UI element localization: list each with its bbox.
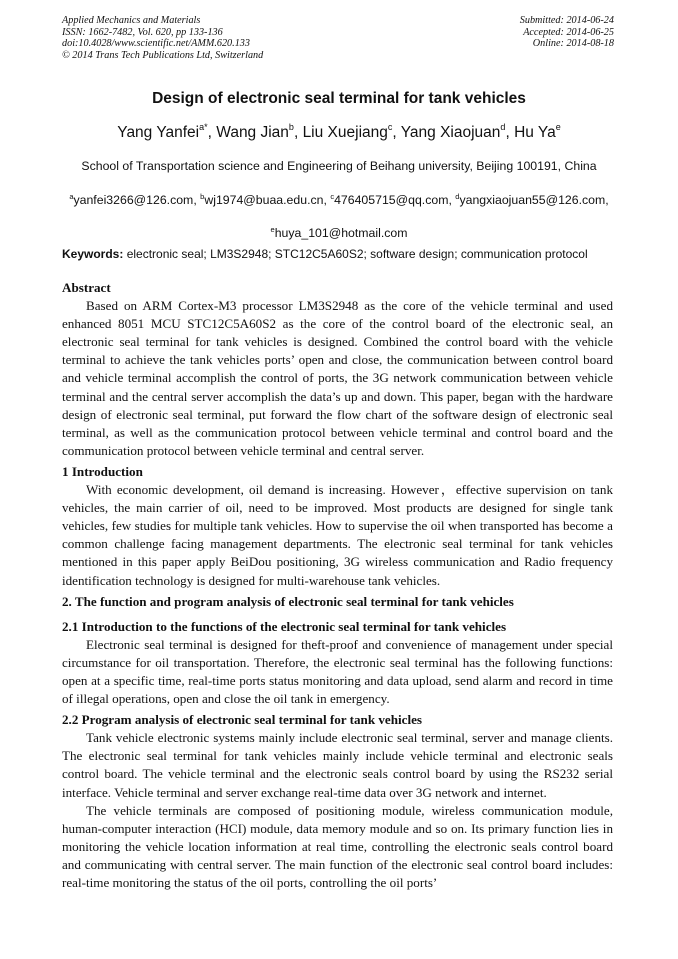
keywords-label: Keywords: bbox=[62, 247, 124, 261]
email-address: huya_101@hotmail.com bbox=[274, 226, 408, 241]
section-heading: 1 Introduction bbox=[62, 463, 143, 479]
author-name: Hu Ya bbox=[514, 124, 556, 142]
subsection-heading: 2.1 Introduction to the functions of the electronic seal terminal for tank vehicles bbox=[62, 618, 507, 634]
author-name: Yang Xiaojuan bbox=[400, 124, 501, 142]
paper-title: Design of electronic seal terminal for tank vehicles bbox=[152, 90, 526, 107]
section-paragraph: The vehicle terminals are composed of positioning module, wireless communication module, human-computer interaction (HCI) module, data memory module and so on. Its primary function lies in monitoring the vehicle location information at real time, controlling the electronic seals control board and communicating with central server. The main function of the electronic seal control board includes: real-time monitoring the status of the oil ports, controlling the oil ports’ bbox=[62, 802, 613, 890]
email-sup: d bbox=[455, 192, 460, 201]
email-sup: a bbox=[69, 192, 74, 201]
abstract-heading: Abstract bbox=[62, 280, 111, 295]
email-address: yangxiaojuan55@126.com bbox=[459, 193, 606, 208]
abstract-text: Based on ARM Cortex-M3 processor LM3S2948 as the core of the vehicle terminal and used enhanced 8051 MCU STC12C5A60S2 as the core of the control board of the electronic seal, an electronic seal terminal for tank vehicles is designed. Combined the control board with the vehicle terminal to achieve the tank vehicles ports’ open and close, the communication between control board and vehicle terminal accomplish the control of ports, the 3G network communication between vehicle terminal and the central server accomplish the data’s up and down. This paper, began with the hardware design of electronic seal terminal, put forward the flow chart of the software design of electronic seal terminal, as well as the communication protocol between vehicle terminal and control board and the communication protocol between vehicle terminal and central server. bbox=[62, 298, 613, 458]
author-name: Yang Yanfei bbox=[117, 124, 200, 142]
journal-doi: doi:10.4028/www.scientific.net/AMM.620.133 bbox=[62, 38, 250, 50]
section-paragraph: Tank vehicle electronic systems mainly include electronic seal terminal, server and manage clients. The electronic seal terminal for tank vehicles mainly include vehicle terminal and electronic seals control board. The vehicle terminal and the electronic seals control board by using the RS232 serial interface. Vehicle terminal and server exchange real-time data over 3G network and internet. bbox=[62, 730, 613, 800]
subsection-heading: 2.2 Program analysis of electronic seal terminal for tank vehicles bbox=[62, 712, 423, 728]
journal-header bbox=[62, 15, 263, 61]
author-sup: b bbox=[288, 122, 294, 132]
email-address: 476405715@qq.com bbox=[334, 193, 449, 208]
journal-issn: ISSN: 1662-7482, Vol. 620, pp 133-136 bbox=[62, 26, 223, 38]
dates-header bbox=[520, 15, 614, 50]
journal-name: Applied Mechanics and Materials bbox=[62, 15, 201, 26]
email-sup: c bbox=[330, 192, 335, 201]
submitted-date: Submitted: 2014-06-24 bbox=[519, 15, 614, 26]
email-address: yanfei3266@126.com bbox=[73, 193, 194, 208]
author-list: Yang Yanfei$^{a*}$, Wang Jian$^b$, Liu Xuejiang$^c$, Yang Xiaojuan$^d$, Hu Ya$^e$ bbox=[117, 122, 561, 142]
section-paragraph: With economic development, oil demand is increasing. However，effective supervision on tank vehicles, the main carrier of oil, need to be improved. Most products are designed for single tank vehicles, few studies for multiple tank vehicles. How to supervise the oil when transported has become a common challenge facing management departments. The electronic seal terminal for tank vehicles mentioned in this paper apply BeiDou positioning, 3G wireless communication and Radio frequency identification technology is designed for multi-warehouse tank vehicles. bbox=[62, 482, 613, 588]
author-name: Liu Xuejiang bbox=[302, 124, 388, 142]
author-sup: a* bbox=[199, 122, 208, 132]
author-sup: d bbox=[500, 122, 506, 132]
email-sup: e bbox=[270, 225, 275, 235]
accepted-date: Accepted: 2014-06-25 bbox=[523, 26, 614, 38]
email-address: wj1974@buaa.edu.cn bbox=[204, 193, 324, 208]
online-date: Online: 2014-08-18 bbox=[532, 38, 614, 50]
section-paragraph: Electronic seal terminal is designed for theft-proof and convenience of management under special circumstance for oil transportation. Therefore, the electronic seal terminal has the following functions: open at a specific time, real-time ports status monitoring and data upload, send alarm and record in time of illegal operations, open and close the oil tank in emergency. bbox=[62, 636, 613, 707]
email-sup: b bbox=[200, 192, 205, 201]
email-list: $^a$yanfei3266@126.com, $^b$wj1974@buaa.edu.cn, $^c$476405715@qq.com, $^d$yangxiaojuan55@126.com, $^e$huya_101@hotmail.com bbox=[69, 192, 609, 241]
keywords bbox=[62, 247, 622, 261]
affiliation: School of Transportation science and Engineering of Beihang university, Beijing 100191, China bbox=[81, 159, 597, 173]
author-sup: c bbox=[387, 122, 393, 132]
keywords-text: electronic seal; LM3S2948; STC12C5A60S2; software design; communication protocol bbox=[126, 247, 588, 261]
journal-copyright: © 2014 Trans Tech Publications Ltd, Switzerland bbox=[62, 49, 264, 61]
author-name: Wang Jian bbox=[216, 124, 289, 142]
author-sup: e bbox=[555, 122, 561, 132]
paper-body bbox=[62, 279, 613, 892]
section-heading: 2. The function and program analysis of electronic seal terminal for tank vehicles bbox=[62, 593, 514, 609]
